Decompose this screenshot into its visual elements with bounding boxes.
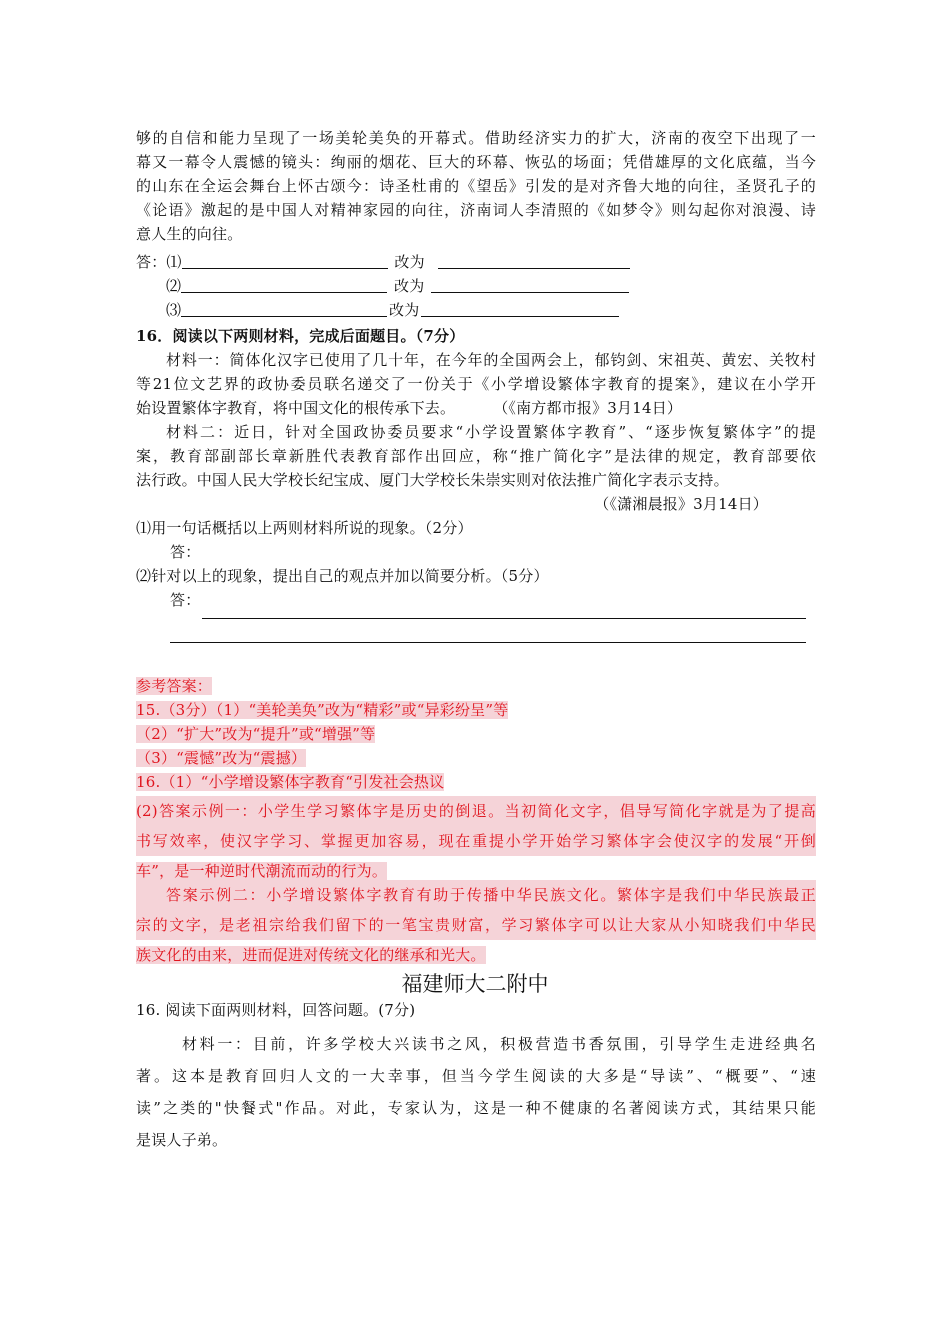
blank-replacement[interactable] — [421, 299, 619, 317]
answer-line-2[interactable] — [170, 642, 806, 643]
q15-answer-blanks — [136, 250, 816, 322]
blank-original[interactable] — [181, 275, 387, 293]
q16-heading: 16．阅读以下两则材料，完成后面题目。（7分） — [136, 327, 465, 345]
answer-line-1[interactable] — [202, 618, 806, 619]
q16b-heading: 16. 阅读下面两则材料，回答问题。(7分) — [136, 1001, 416, 1019]
q16b-material-line: 是误人子弟。 — [136, 1131, 228, 1149]
q16b-material — [136, 1028, 816, 1156]
item-number: ⑶ — [166, 301, 182, 319]
q15-passage — [136, 126, 816, 246]
answer-line — [136, 698, 816, 722]
example2-line: 答案示例二：小学增设繁体字教育有助于传播中华民族文化。繁体字是我们中华民族最正 — [136, 880, 816, 910]
item-number: ⑴ — [166, 253, 182, 271]
material2-line: 材料二：近日，针对全国政协委员要求“小学设置繁体字教育”、“逐步恢复繁体字”的提 — [166, 423, 816, 441]
example1-line: 书写效率，使汉字学习、掌握更加容易，现在重提小学开始学习繁体字会使汉字的发展“开倒 — [136, 826, 816, 856]
example1-text: 车”，是一种逆时代潮流而动的行为。 — [136, 862, 388, 880]
text-line: 《论语》激起的是中国人对精神家园的向往，济南词人李清照的《如梦令》则勾起你对浪漫、诗 — [136, 201, 816, 219]
text-line: 够的自信和能力呈现了一场美轮美奂的开幕式。借助经济实力的扩大，济南的夜空下出现了一 — [136, 129, 816, 147]
school-title: 福建师大二附中 — [401, 972, 549, 996]
material2-line: 案，教育部副部长章新胜代表教育部作出回应，称“推广简化字”是法律的规定，教育部要依 — [136, 447, 816, 465]
text-line: 的山东在全运会舞台上怀古颂今：诗圣杜甫的《望岳》引发的是对齐鲁大地的向往，圣贤孔子的 — [136, 177, 816, 195]
change-to-label: 改为 — [389, 301, 420, 319]
material1-text: 始设置繁体字教育，将中国文化的根传承下去。 — [136, 399, 456, 417]
q16b-material-line: 材料一：目前，许多学校大兴读书之风，积极营造书香氛围，引导学生走进经典名 — [182, 1035, 816, 1053]
sub1-answer-label: 答： — [170, 543, 201, 561]
blank-replacement[interactable] — [438, 251, 630, 269]
answers-label-line — [136, 674, 816, 698]
answer-example-1 — [136, 796, 816, 886]
q16b-material-line: 读”之类的"快餐式"作品。对此，专家认为，这是一种不健康的名著阅读方式，其结果只能 — [136, 1099, 816, 1117]
answers-label: 参考答案： — [136, 677, 213, 695]
answer-prefix: 答： — [136, 253, 167, 271]
source1: （《南方都市报》3月14日） — [493, 399, 683, 417]
material1-line-last — [136, 396, 816, 420]
q16b-material-line: 著。这本是教育回归人文的一大幸事，但当今学生阅读的大多是“导读”、“概要”、“速 — [136, 1067, 816, 1085]
example2-text: 族文化的由来，进而促进对传统文化的继承和光大。 — [136, 946, 486, 964]
answer-line — [136, 746, 816, 770]
reference-answers — [136, 674, 816, 794]
change-to-label: 改为 — [394, 277, 425, 295]
example2-line: 宗的文字，是老祖宗给我们留下的一笔宝贵财富，学习繁体字可以让大家从小知晓我们中华民 — [136, 910, 816, 940]
answer-example-2 — [136, 880, 816, 970]
blank-replacement[interactable] — [431, 275, 629, 293]
material1-line: 材料一：简体化汉字已使用了几十年，在今年的全国两会上，郁钧剑、宋祖英、黄宏、关牧村 — [166, 351, 816, 369]
text-line: 意人生的向往。 — [136, 225, 243, 243]
sub2-answer-label: 答： — [170, 591, 201, 609]
q16b-section — [136, 998, 816, 1022]
change-to-label: 改为 — [394, 253, 425, 271]
example1-line: (2)答案示例一：小学生学习繁体字是历史的倒退。当初简化文字，倡导写简化字就是为了提高 — [136, 796, 816, 826]
item-number: ⑵ — [166, 277, 182, 295]
answer-row-3 — [136, 298, 816, 322]
source2: （《潇湘晨报》3月14日） — [594, 495, 768, 513]
text-line: 幕又一幕令人震憾的镜头：绚丽的烟花、巨大的环幕、恢弘的场面；凭借雄厚的文化底蕴，当今 — [136, 153, 816, 171]
answer-text: 15.（3分）（1）“美轮美奂”改为“精彩”或“异彩纷呈”等 — [136, 701, 509, 719]
material1-line: 等21位文艺界的政协委员联名递交了一份关于《小学增设繁体字教育的提案》，建议在小学开 — [136, 375, 816, 393]
example2-line-last — [136, 940, 816, 970]
answer-row-1 — [136, 250, 816, 274]
answer-text: （3）“震憾”改为“震撼） — [136, 749, 307, 767]
answer-line — [136, 722, 816, 746]
material2-line: 法行政。中国人民大学校长纪宝成、厦门大学校长朱崇实则对依法推广简化字表示支持。 — [136, 471, 729, 489]
answer-text: 16.（1）“小学增设繁体字教育“引发社会热议 — [136, 773, 445, 791]
answer-text: （2）“扩大”改为“提升”或“增强”等 — [136, 725, 376, 743]
q16-sub1: ⑴用一句话概括以上两则材料所说的现象。（2分） — [136, 519, 473, 537]
answer-line — [136, 770, 816, 794]
q16-section — [136, 324, 816, 612]
blank-original[interactable] — [182, 251, 388, 269]
blank-original[interactable] — [181, 299, 387, 317]
q16-sub2: ⑵针对以上的现象，提出自己的观点并加以简要分析。（5分） — [136, 567, 549, 585]
answer-row-2 — [136, 274, 816, 298]
